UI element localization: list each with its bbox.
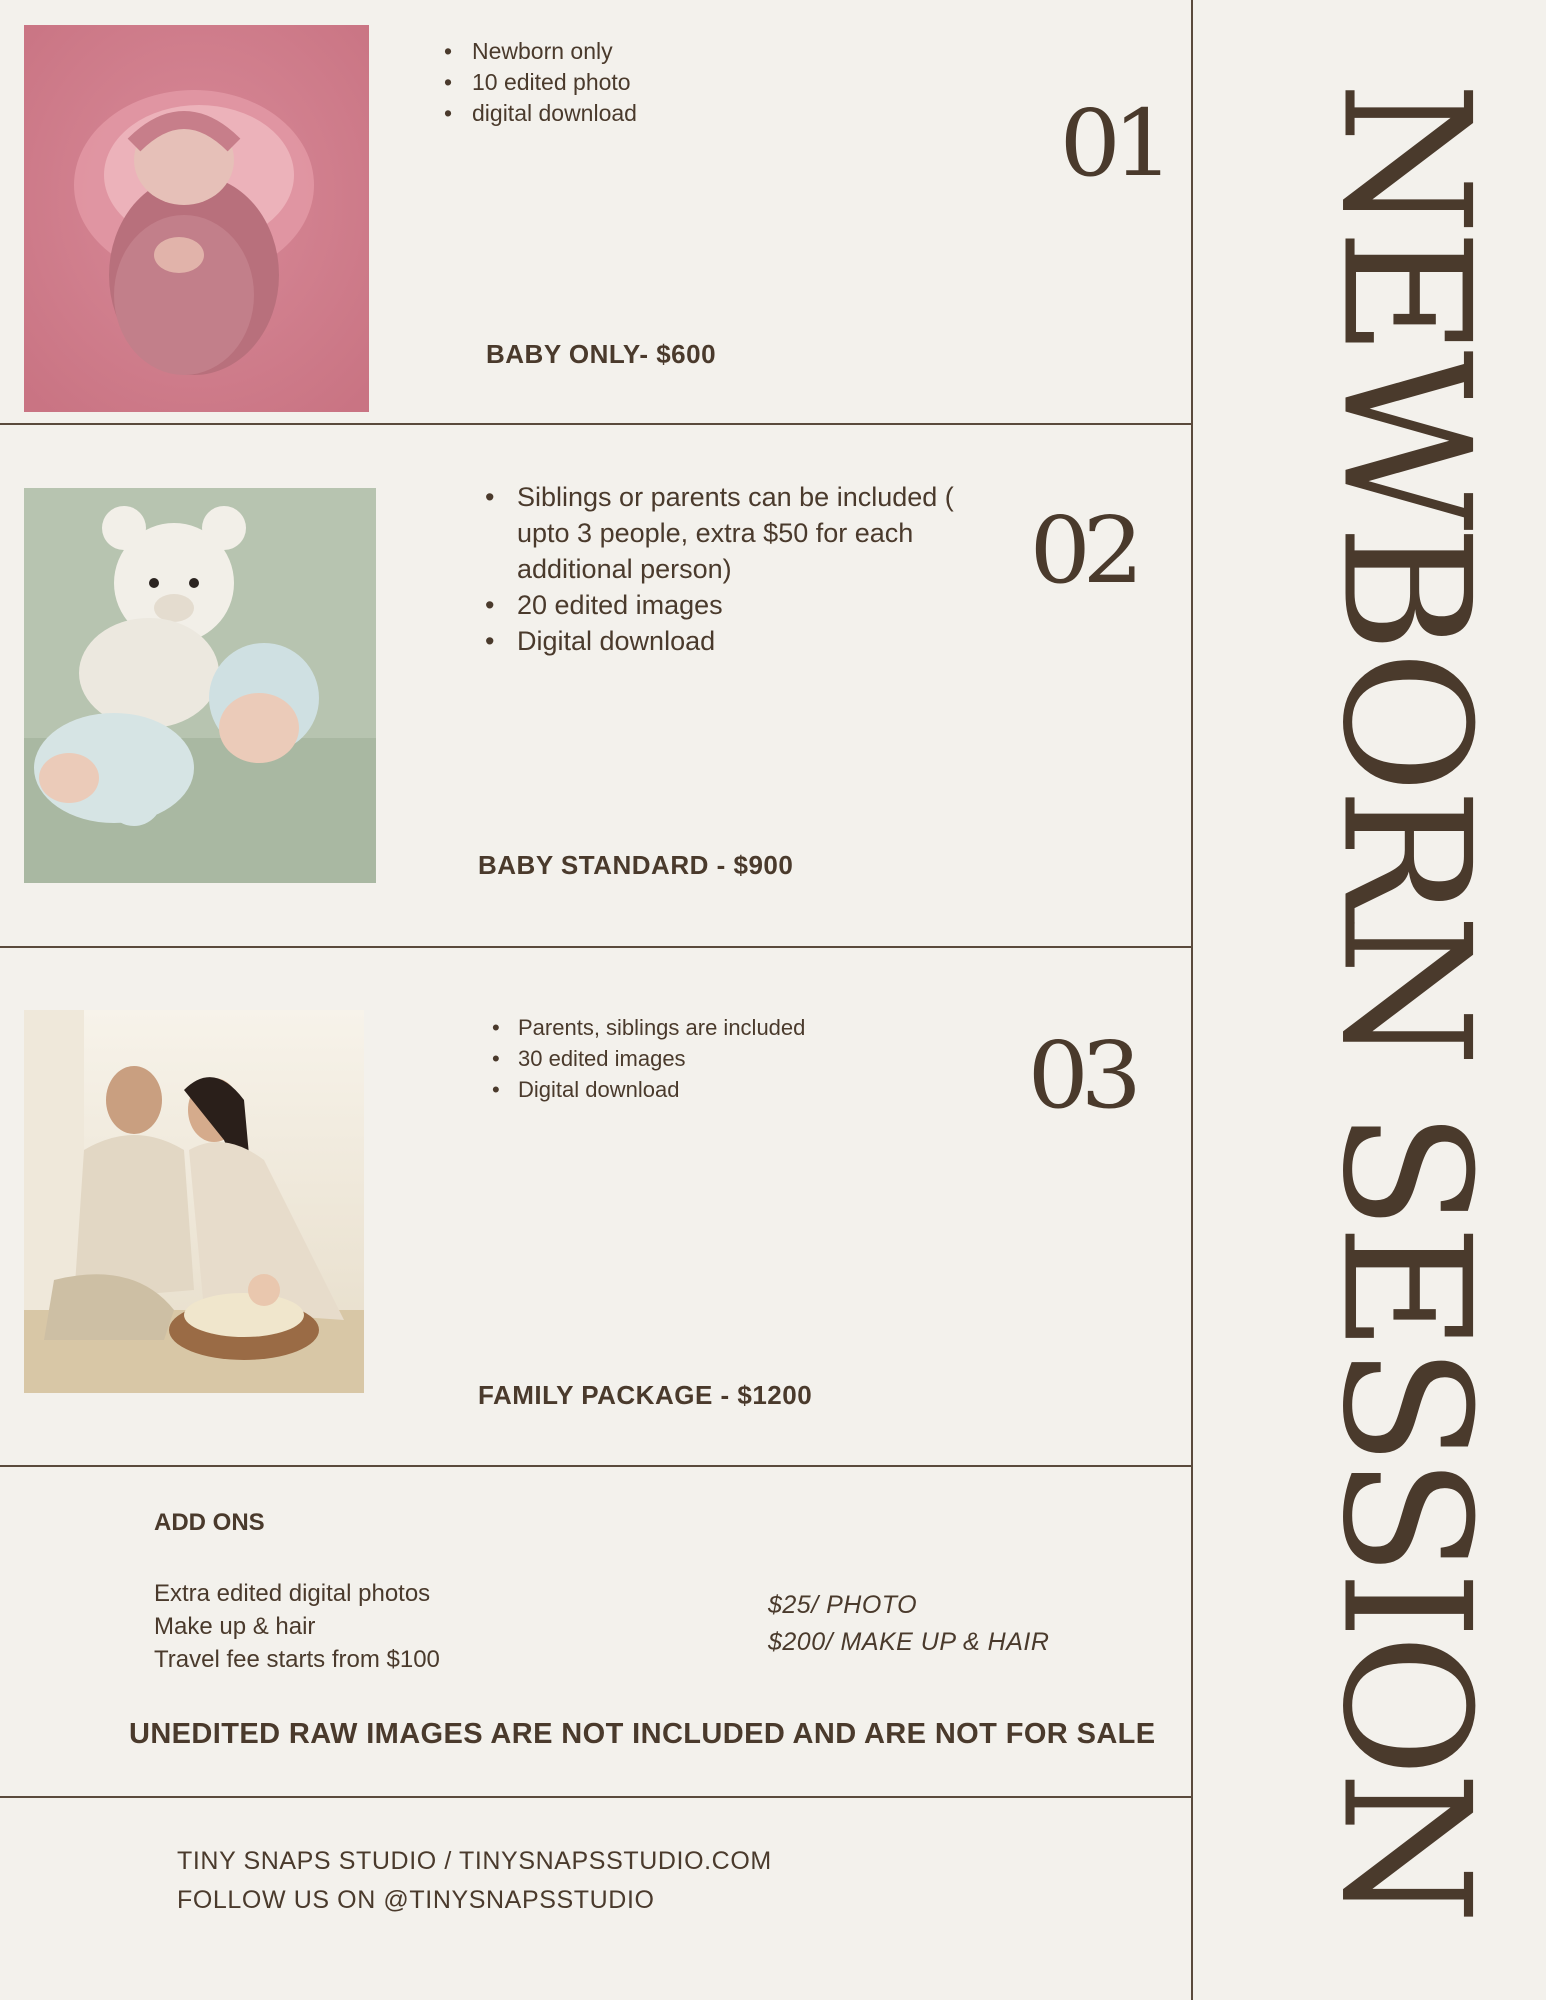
- footer-social-handle: FOLLOW US ON @TINYSNAPSSTUDIO: [177, 1886, 655, 1914]
- feature-item: • Digital download: [492, 1074, 805, 1105]
- addons-heading: ADD ONS: [154, 1509, 265, 1536]
- package-number: 01: [1059, 90, 1166, 197]
- package-price: FAMILY PACKAGE - $1200: [478, 1380, 813, 1410]
- feature-item: • 20 edited images: [485, 587, 985, 623]
- newborn-with-teddy-bear-photo: [24, 488, 376, 883]
- section-divider: [0, 1796, 1192, 1798]
- addons-prices: [768, 1587, 1049, 1661]
- family-with-newborn-photo: [24, 1010, 364, 1393]
- package-number: 03: [1027, 1022, 1134, 1129]
- footer-studio-website: TINY SNAPS STUDIO / TINYSNAPSSTUDIO.COM: [177, 1847, 772, 1875]
- feature-item: • Parents, siblings are included: [492, 1012, 805, 1043]
- footer: [177, 1842, 772, 1920]
- addon-item: Make up & hair: [154, 1613, 316, 1640]
- addon-price: $25/ PHOTO: [768, 1591, 918, 1619]
- feature-item: • Newborn only: [444, 36, 637, 67]
- feature-item: • Digital download: [485, 623, 985, 659]
- page-title: NEWBORN SESSION: [1303, 81, 1507, 1919]
- section-divider: [0, 1465, 1192, 1467]
- addon-item: Travel fee starts from $100: [154, 1646, 440, 1673]
- package-price: BABY ONLY- $600: [486, 339, 717, 369]
- addon-price: $200/ MAKE UP & HAIR: [768, 1628, 1050, 1656]
- addon-item: Extra edited digital photos: [154, 1580, 431, 1607]
- raw-images-notice: UNEDITED RAW IMAGES ARE NOT INCLUDED AND ARE NOT FOR SALE: [129, 1718, 1156, 1750]
- package-number: 02: [1029, 497, 1136, 604]
- addons-list: [154, 1577, 440, 1676]
- package-01-features: [444, 36, 637, 129]
- feature-item: • 10 edited photo: [444, 67, 637, 98]
- package-price: BABY STANDARD - $900: [478, 850, 794, 880]
- feature-item: • Siblings or parents can be included ( upto 3 people, extra $50 for each additional person): [485, 479, 985, 587]
- vertical-divider: [1191, 0, 1193, 2000]
- package-02-features: [485, 479, 985, 659]
- newborn-wrapped-pink-photo: [24, 25, 369, 412]
- section-divider: [0, 423, 1192, 425]
- feature-item: • 30 edited images: [492, 1043, 805, 1074]
- package-03-features: [492, 1012, 805, 1105]
- feature-item: • digital download: [444, 98, 637, 129]
- section-divider: [0, 946, 1192, 948]
